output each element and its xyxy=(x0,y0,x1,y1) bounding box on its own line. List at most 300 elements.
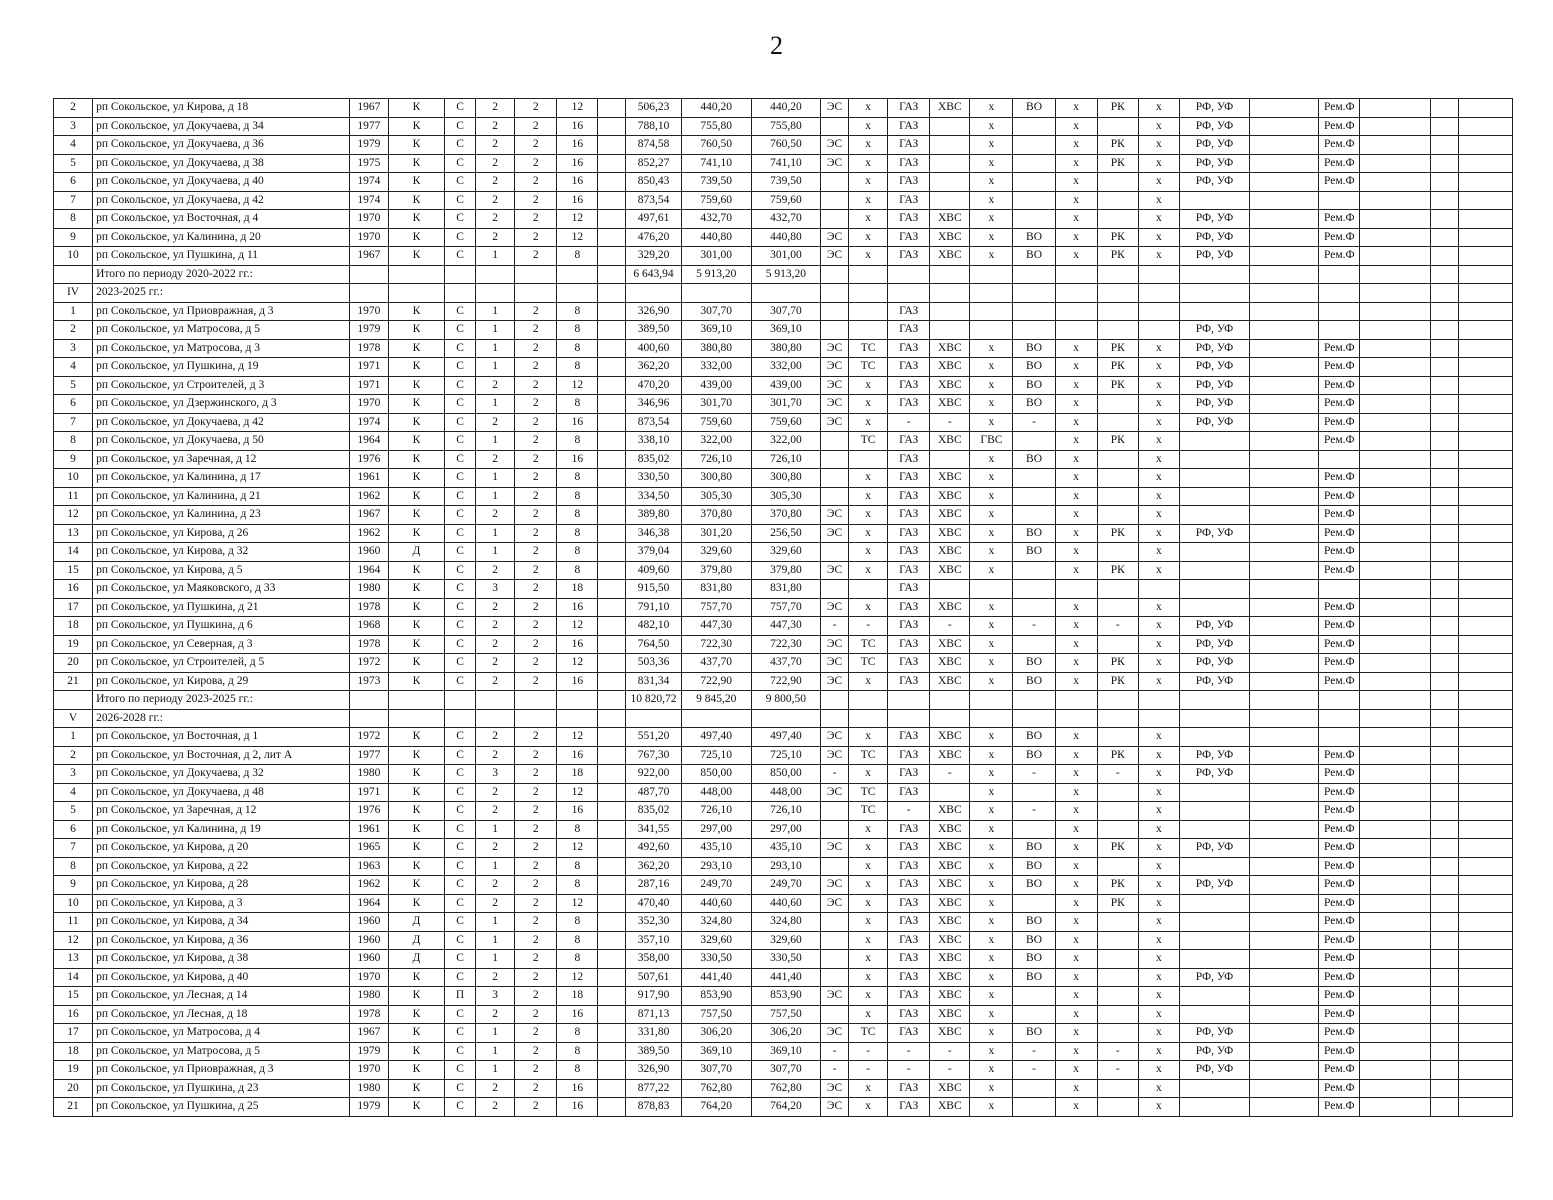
table-cell: 10 820,72 xyxy=(626,691,681,710)
table-cell: С xyxy=(445,894,476,913)
table-cell xyxy=(1458,524,1512,543)
table-cell xyxy=(1430,469,1458,488)
table-cell xyxy=(1097,543,1138,562)
table-cell xyxy=(888,709,930,728)
table-cell xyxy=(1179,302,1249,321)
table-cell: рп Сокольское, ул Заречная, д 12 xyxy=(93,802,350,821)
table-cell xyxy=(598,117,626,136)
table-cell: ТС xyxy=(849,746,888,765)
table-cell xyxy=(1360,228,1430,247)
table-cell xyxy=(1097,1005,1138,1024)
table-cell xyxy=(1250,598,1319,617)
table-cell xyxy=(349,709,388,728)
table-cell: х xyxy=(1055,839,1097,858)
table-cell: х xyxy=(1055,968,1097,987)
table-row xyxy=(54,1024,1513,1043)
table-cell: х xyxy=(970,820,1013,839)
table-cell: - xyxy=(930,1061,970,1080)
table-cell: С xyxy=(445,728,476,747)
table-row xyxy=(54,376,1513,395)
table-cell: ХВС xyxy=(930,802,970,821)
table-cell: ХВС xyxy=(930,635,970,654)
table-cell: рп Сокольское, ул Кирова, д 29 xyxy=(93,672,350,691)
table-cell xyxy=(349,265,388,284)
table-cell: ГВС xyxy=(970,432,1013,451)
table-cell: 2 xyxy=(515,617,557,636)
table-cell xyxy=(1360,913,1430,932)
table-cell xyxy=(681,284,751,303)
table-cell xyxy=(598,691,626,710)
table-cell: ЭС xyxy=(821,136,849,155)
table-cell xyxy=(1013,265,1055,284)
table-cell: 16 xyxy=(557,117,598,136)
table-cell xyxy=(1097,173,1138,192)
table-cell: Итого по периоду 2020-2022 гг.: xyxy=(93,265,350,284)
table-cell: рп Сокольское, ул Матросова, д 5 xyxy=(93,321,350,340)
table-cell: х xyxy=(1138,839,1179,858)
table-cell: 2 xyxy=(515,302,557,321)
table-cell: ГАЗ xyxy=(888,561,930,580)
table-cell: 1 xyxy=(476,469,515,488)
table-cell xyxy=(1179,1098,1249,1117)
table-cell: х xyxy=(1138,487,1179,506)
table-cell: 1967 xyxy=(349,99,388,118)
table-cell: 2 xyxy=(515,1042,557,1061)
table-cell xyxy=(1430,802,1458,821)
table-cell xyxy=(1097,1024,1138,1043)
table-cell: х xyxy=(1055,654,1097,673)
table-cell: 249,70 xyxy=(681,876,751,895)
table-cell xyxy=(476,265,515,284)
table-cell xyxy=(1250,136,1319,155)
table-cell xyxy=(1430,857,1458,876)
table-cell: 470,20 xyxy=(626,376,681,395)
table-cell: 12 xyxy=(557,728,598,747)
table-cell xyxy=(1319,450,1360,469)
table-cell: 1 xyxy=(476,1024,515,1043)
table-cell xyxy=(1250,765,1319,784)
table-cell: ГАЗ xyxy=(888,487,930,506)
table-cell xyxy=(1430,598,1458,617)
table-cell xyxy=(1458,783,1512,802)
table-cell: х xyxy=(970,802,1013,821)
table-cell xyxy=(1179,432,1249,451)
table-cell xyxy=(598,284,626,303)
table-cell: рп Сокольское, ул Докучаева, д 32 xyxy=(93,765,350,784)
table-cell xyxy=(821,968,849,987)
table-cell xyxy=(930,191,970,210)
table-cell xyxy=(1360,617,1430,636)
table-cell: 2 xyxy=(515,228,557,247)
table-cell: х xyxy=(1055,598,1097,617)
table-cell: 760,50 xyxy=(751,136,820,155)
table-cell: 332,00 xyxy=(751,358,820,377)
table-cell: РФ, УФ xyxy=(1179,413,1249,432)
table-cell: С xyxy=(445,1061,476,1080)
table-cell: х xyxy=(970,931,1013,950)
table-cell: ГАЗ xyxy=(888,302,930,321)
table-cell xyxy=(1360,339,1430,358)
table-cell: 1965 xyxy=(349,839,388,858)
table-cell: 330,50 xyxy=(626,469,681,488)
table-cell xyxy=(1250,524,1319,543)
table-cell: рп Сокольское, ул Калинина, д 23 xyxy=(93,506,350,525)
table-cell: - xyxy=(849,1042,888,1061)
table-cell: ГАЗ xyxy=(888,210,930,229)
table-cell xyxy=(1458,191,1512,210)
table-cell xyxy=(1458,1061,1512,1080)
table-cell: 5 913,20 xyxy=(681,265,751,284)
table-cell xyxy=(821,950,849,969)
table-cell: С xyxy=(445,210,476,229)
table-cell: 1973 xyxy=(349,672,388,691)
table-cell: х xyxy=(970,839,1013,858)
table-cell: рп Сокольское, ул Докучаева, д 42 xyxy=(93,413,350,432)
table-cell xyxy=(598,543,626,562)
table-cell xyxy=(1430,487,1458,506)
table-cell xyxy=(1458,617,1512,636)
table-cell: 301,70 xyxy=(681,395,751,414)
table-cell: 16 xyxy=(54,580,93,599)
table-cell: 8 xyxy=(557,561,598,580)
table-cell: - xyxy=(888,413,930,432)
table-cell xyxy=(445,265,476,284)
table-cell: х xyxy=(1055,1005,1097,1024)
table-cell: ЭС xyxy=(821,894,849,913)
table-cell xyxy=(1360,506,1430,525)
table-cell xyxy=(1013,1079,1055,1098)
table-cell xyxy=(1458,136,1512,155)
table-cell: 9 xyxy=(54,228,93,247)
table-cell: 13 xyxy=(54,524,93,543)
table-cell: 4 xyxy=(54,358,93,377)
table-cell: 18 xyxy=(557,987,598,1006)
table-cell xyxy=(598,968,626,987)
table-cell xyxy=(1013,894,1055,913)
table-cell: К xyxy=(388,1061,444,1080)
table-cell xyxy=(1430,876,1458,895)
table-cell xyxy=(821,432,849,451)
table-cell: ВО xyxy=(1013,450,1055,469)
table-cell: 447,30 xyxy=(681,617,751,636)
table-cell: - xyxy=(930,765,970,784)
table-cell: х xyxy=(1138,746,1179,765)
table-cell xyxy=(1458,987,1512,1006)
table-cell: х xyxy=(1055,99,1097,118)
table-cell: 8 xyxy=(557,395,598,414)
table-cell: 305,30 xyxy=(751,487,820,506)
table-cell: х xyxy=(970,173,1013,192)
table-row xyxy=(54,561,1513,580)
table-cell: 1978 xyxy=(349,1005,388,1024)
table-cell: С xyxy=(445,136,476,155)
table-cell: 12 xyxy=(54,931,93,950)
table-cell: 497,61 xyxy=(626,210,681,229)
table-cell: рп Сокольское, ул Кирова, д 18 xyxy=(93,99,350,118)
table-cell xyxy=(1458,1024,1512,1043)
table-cell: 20 xyxy=(54,1079,93,1098)
table-cell: 8 xyxy=(557,302,598,321)
table-cell: РФ, УФ xyxy=(1179,1024,1249,1043)
table-cell: 16 xyxy=(557,173,598,192)
table-row xyxy=(54,839,1513,858)
table-cell: 12 xyxy=(557,839,598,858)
table-cell: х xyxy=(970,987,1013,1006)
table-cell: 435,10 xyxy=(751,839,820,858)
table-row xyxy=(54,654,1513,673)
table-cell: 2 xyxy=(515,672,557,691)
table-cell: х xyxy=(1138,617,1179,636)
table-cell: ЭС xyxy=(821,506,849,525)
table-cell: рп Сокольское, ул Матросова, д 4 xyxy=(93,1024,350,1043)
table-cell: рп Сокольское, ул Кирова, д 32 xyxy=(93,543,350,562)
table-cell: 1971 xyxy=(349,376,388,395)
table-cell xyxy=(1360,1098,1430,1117)
table-cell xyxy=(598,136,626,155)
table-cell: 1980 xyxy=(349,987,388,1006)
table-cell: Рем.Ф xyxy=(1319,894,1360,913)
table-cell xyxy=(1360,691,1430,710)
table-cell: х xyxy=(1138,506,1179,525)
table-cell: С xyxy=(445,506,476,525)
table-cell: 13 xyxy=(54,950,93,969)
table-cell xyxy=(1013,709,1055,728)
table-cell: РФ, УФ xyxy=(1179,395,1249,414)
table-cell xyxy=(515,265,557,284)
table-cell: ГАЗ xyxy=(888,598,930,617)
table-cell: х xyxy=(1138,1042,1179,1061)
table-cell: х xyxy=(970,117,1013,136)
table-cell: 301,70 xyxy=(751,395,820,414)
table-cell: 439,00 xyxy=(681,376,751,395)
table-cell xyxy=(476,709,515,728)
table-cell: IV xyxy=(54,284,93,303)
table-cell: 1964 xyxy=(349,894,388,913)
table-cell: Рем.Ф xyxy=(1319,99,1360,118)
table-cell: 476,20 xyxy=(626,228,681,247)
table-cell: - xyxy=(1013,413,1055,432)
table-cell: РК xyxy=(1097,432,1138,451)
table-cell: 2 xyxy=(515,635,557,654)
table-cell: 831,80 xyxy=(681,580,751,599)
table-cell: РК xyxy=(1097,247,1138,266)
table-cell xyxy=(1138,709,1179,728)
table-cell: 1 xyxy=(476,950,515,969)
table-cell: - xyxy=(1013,765,1055,784)
table-cell xyxy=(1097,1098,1138,1117)
table-cell: ХВС xyxy=(930,913,970,932)
table-cell xyxy=(598,1005,626,1024)
table-cell xyxy=(1360,857,1430,876)
table-cell: 329,60 xyxy=(681,931,751,950)
table-cell xyxy=(1250,302,1319,321)
table-cell: 307,70 xyxy=(681,1061,751,1080)
table-cell: рп Сокольское, ул Калинина, д 17 xyxy=(93,469,350,488)
table-cell: 873,54 xyxy=(626,413,681,432)
table-cell xyxy=(1138,691,1179,710)
table-cell: С xyxy=(445,802,476,821)
table-cell: - xyxy=(1013,1061,1055,1080)
table-cell: ХВС xyxy=(930,99,970,118)
table-cell: 369,10 xyxy=(751,1042,820,1061)
table-cell xyxy=(1013,173,1055,192)
table-cell: 722,30 xyxy=(681,635,751,654)
table-cell: х xyxy=(970,672,1013,691)
table-cell: 1979 xyxy=(349,136,388,155)
table-cell xyxy=(1250,580,1319,599)
table-cell xyxy=(1250,802,1319,821)
table-cell xyxy=(515,709,557,728)
table-cell: 8 xyxy=(557,1024,598,1043)
table-cell: 2 xyxy=(515,913,557,932)
table-cell: х xyxy=(849,173,888,192)
table-cell: х xyxy=(1055,931,1097,950)
table-cell: х xyxy=(1055,561,1097,580)
table-cell xyxy=(1097,968,1138,987)
table-cell: 6 xyxy=(54,395,93,414)
table-cell xyxy=(54,691,93,710)
table-cell xyxy=(1458,376,1512,395)
table-cell xyxy=(1458,913,1512,932)
table-cell: х xyxy=(1055,746,1097,765)
table-cell xyxy=(1360,1061,1430,1080)
table-row xyxy=(54,173,1513,192)
table-cell: 389,50 xyxy=(626,321,681,340)
table-cell: - xyxy=(849,1061,888,1080)
table-cell: х xyxy=(970,395,1013,414)
table-cell xyxy=(598,265,626,284)
table-cell xyxy=(1360,413,1430,432)
table-cell xyxy=(598,1079,626,1098)
table-cell: С xyxy=(445,654,476,673)
table-cell xyxy=(557,265,598,284)
table-cell: 379,80 xyxy=(681,561,751,580)
table-cell: Рем.Ф xyxy=(1319,672,1360,691)
table-cell: ГАЗ xyxy=(888,469,930,488)
table-cell xyxy=(821,265,849,284)
table-row xyxy=(54,580,1513,599)
table-cell: 2 xyxy=(515,839,557,858)
table-cell xyxy=(1458,968,1512,987)
table-cell xyxy=(1430,506,1458,525)
table-cell: 12 xyxy=(557,968,598,987)
table-cell: 19 xyxy=(54,635,93,654)
table-cell: ВО xyxy=(1013,913,1055,932)
table-cell: 287,16 xyxy=(626,876,681,895)
table-cell xyxy=(1250,561,1319,580)
table-cell: РК xyxy=(1097,154,1138,173)
table-cell xyxy=(598,339,626,358)
table-cell: 369,10 xyxy=(681,1042,751,1061)
table-cell: ЭС xyxy=(821,376,849,395)
table-row xyxy=(54,709,1513,728)
table-cell: рп Сокольское, ул Докучаева, д 50 xyxy=(93,432,350,451)
table-cell: 791,10 xyxy=(626,598,681,617)
table-cell: 8 xyxy=(557,524,598,543)
table-cell: ХВС xyxy=(930,876,970,895)
table-cell: - xyxy=(821,1061,849,1080)
table-row xyxy=(54,765,1513,784)
table-cell: ТС xyxy=(849,635,888,654)
table-cell: 8 xyxy=(54,857,93,876)
table-cell xyxy=(1430,765,1458,784)
table-cell: х xyxy=(1138,765,1179,784)
table-cell: 492,60 xyxy=(626,839,681,858)
table-cell: С xyxy=(445,173,476,192)
table-cell: рп Сокольское, ул Кирова, д 34 xyxy=(93,913,350,932)
table-cell: 1 xyxy=(476,395,515,414)
table-cell xyxy=(1360,783,1430,802)
table-cell: 16 xyxy=(557,746,598,765)
table-cell: ЭС xyxy=(821,728,849,747)
table-cell xyxy=(1430,284,1458,303)
table-row xyxy=(54,691,1513,710)
table-cell: 329,60 xyxy=(681,543,751,562)
table-cell: х xyxy=(1055,820,1097,839)
table-cell: ГАЗ xyxy=(888,580,930,599)
table-cell: Рем.Ф xyxy=(1319,1042,1360,1061)
table-cell xyxy=(1179,728,1249,747)
table-cell xyxy=(1458,635,1512,654)
table-cell xyxy=(1013,117,1055,136)
table-row xyxy=(54,783,1513,802)
table-cell xyxy=(1360,524,1430,543)
table-cell xyxy=(821,487,849,506)
table-cell: ХВС xyxy=(930,820,970,839)
table-cell xyxy=(1458,432,1512,451)
table-cell: х xyxy=(970,450,1013,469)
table-cell: К xyxy=(388,99,444,118)
table-cell xyxy=(1013,783,1055,802)
table-cell xyxy=(1250,487,1319,506)
table-cell: х xyxy=(1138,524,1179,543)
table-cell: РФ, УФ xyxy=(1179,210,1249,229)
table-cell xyxy=(1430,1024,1458,1043)
table-cell: 389,80 xyxy=(626,506,681,525)
table-cell: 850,00 xyxy=(681,765,751,784)
table-cell: 16 xyxy=(557,154,598,173)
table-cell: 1980 xyxy=(349,580,388,599)
table-cell: рп Сокольское, ул Строителей, д 5 xyxy=(93,654,350,673)
table-cell xyxy=(1013,154,1055,173)
table-cell: х xyxy=(1055,672,1097,691)
table-cell: ГАЗ xyxy=(888,321,930,340)
table-cell: х xyxy=(1138,913,1179,932)
table-cell: Рем.Ф xyxy=(1319,432,1360,451)
table-cell xyxy=(1013,561,1055,580)
table-cell: х xyxy=(970,1061,1013,1080)
table-cell xyxy=(557,691,598,710)
table-cell xyxy=(1250,672,1319,691)
table-cell: К xyxy=(388,728,444,747)
table-cell xyxy=(1430,321,1458,340)
table-cell: ТС xyxy=(849,783,888,802)
table-cell xyxy=(598,154,626,173)
table-cell xyxy=(1250,691,1319,710)
table-cell: ЭС xyxy=(821,358,849,377)
table-cell xyxy=(1055,580,1097,599)
table-cell: 12 xyxy=(557,376,598,395)
table-row xyxy=(54,413,1513,432)
table-cell: рп Сокольское, ул Строителей, д 3 xyxy=(93,376,350,395)
table-cell xyxy=(1013,469,1055,488)
table-cell: 18 xyxy=(557,580,598,599)
table-cell: ГАЗ xyxy=(888,358,930,377)
table-cell: 16 xyxy=(557,413,598,432)
table-cell xyxy=(1250,913,1319,932)
table-cell xyxy=(1055,284,1097,303)
table-cell: 16 xyxy=(557,1005,598,1024)
